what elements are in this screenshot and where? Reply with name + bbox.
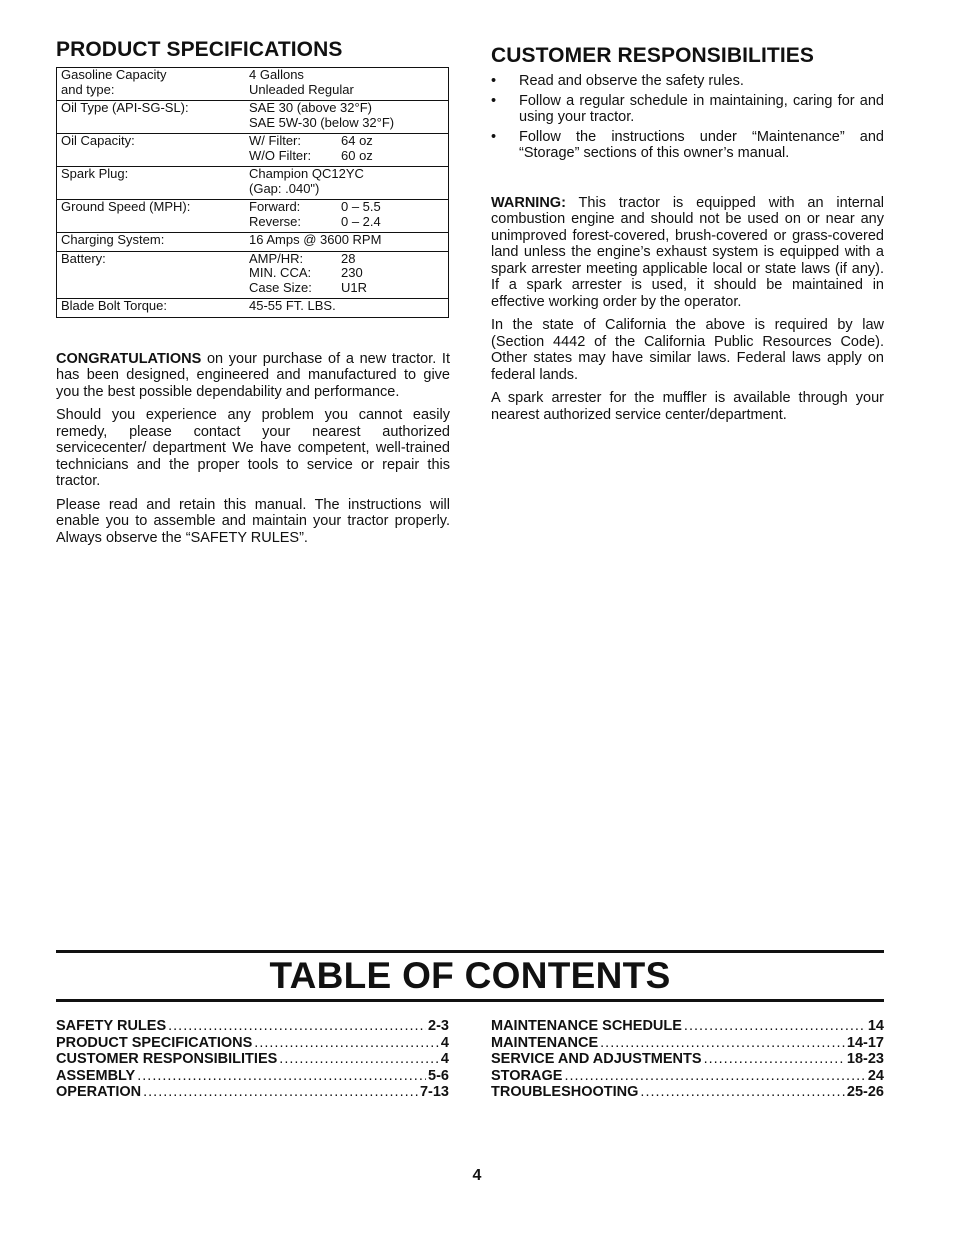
warning-section bbox=[491, 195, 884, 424]
toc-entry-label: ASSEMBLY bbox=[56, 1067, 136, 1084]
table-row bbox=[57, 101, 449, 134]
toc-entry[interactable] bbox=[491, 1084, 884, 1101]
toc-entry[interactable] bbox=[491, 1018, 884, 1035]
toc-entry-pages: 25-26 bbox=[846, 1084, 884, 1100]
spec-value: 4 Gallons Unleaded Regular bbox=[241, 68, 449, 101]
toc-entry-label: CUSTOMER RESPONSIBILITIES bbox=[56, 1051, 278, 1067]
right-column bbox=[491, 44, 884, 430]
toc-entry[interactable] bbox=[56, 1084, 449, 1101]
toc-leader-dots bbox=[279, 1051, 439, 1068]
toc-entry-label: OPERATION bbox=[56, 1084, 142, 1100]
toc-entry-pages: 18-23 bbox=[846, 1051, 884, 1067]
intro-section bbox=[56, 351, 450, 547]
list-item: • Follow a regular schedule in maintaining, caring for and using your tractor. bbox=[491, 92, 884, 125]
toc-entry[interactable] bbox=[56, 1035, 449, 1052]
toc-entry-pages: 2-3 bbox=[428, 1018, 449, 1034]
toc-top-rule bbox=[56, 950, 884, 953]
toc-leader-dots bbox=[137, 1068, 426, 1085]
customer-responsibilities-heading: CUSTOMER RESPONSIBILITIES bbox=[491, 44, 814, 67]
spec-value: SAE 30 (above 32°F) SAE 5W-30 (below 32°F) bbox=[241, 101, 449, 134]
bullet-icon: • bbox=[491, 92, 497, 109]
toc-entry[interactable] bbox=[491, 1051, 884, 1068]
spec-value: 45-55 FT. LBS. bbox=[241, 299, 449, 318]
retain-manual-paragraph: Please read and retain this manual. The instructions will enable you to assemble and maintain your tractor properly. Always observe the “SAFETY RULES”. bbox=[56, 496, 450, 546]
spec-value: Champion QC12YC (Gap: .040") bbox=[241, 167, 449, 200]
warning-paragraph bbox=[491, 195, 884, 311]
muffler-paragraph: A spark arrester for the muffler is available through your nearest authorized service center/department. bbox=[491, 390, 884, 423]
toc-leader-dots bbox=[143, 1084, 418, 1101]
toc-leader-dots bbox=[254, 1035, 439, 1052]
toc-entry-pages: 4 bbox=[440, 1051, 449, 1067]
toc-entry[interactable] bbox=[56, 1018, 449, 1035]
toc-leader-dots bbox=[684, 1018, 866, 1035]
toc-entry-pages: 5-6 bbox=[428, 1067, 449, 1084]
spec-value: Forward: 0 – 5.5 Reverse: 0 – 2.4 bbox=[241, 200, 449, 233]
warning-label: WARNING: bbox=[491, 194, 566, 211]
california-paragraph: In the state of California the above is required by law (Section 4442 of the California Public Resources Code). Other states may have similar laws. Federal laws apply on federal lands. bbox=[491, 317, 884, 383]
toc-leader-dots bbox=[704, 1051, 845, 1068]
toc-entry[interactable] bbox=[56, 1068, 449, 1085]
spec-value: AMP/HR: 28 MIN. CCA: 230 Case Size: U1R bbox=[241, 251, 449, 299]
table-row bbox=[57, 134, 449, 167]
table-row bbox=[57, 167, 449, 200]
toc-entry-label: TROUBLESHOOTING bbox=[491, 1084, 639, 1100]
spec-value: W/ Filter: 64 oz W/O Filter: 60 oz bbox=[241, 134, 449, 167]
warning-text: This tractor is equipped with an internal combustion engine and should not be used on or near any unimproved forest-covered, brush-covered or grass-covered land unless the engine’s exhaust system is equipped with a spark arrester meeting applicable local or state laws (if any). If a spark arrester is used, it should be maintained in effective working order by the operator. bbox=[491, 194, 884, 310]
toc-entry-label: SAFETY RULES bbox=[56, 1018, 167, 1034]
product-specs-heading: PRODUCT SPECIFICATIONS bbox=[56, 38, 343, 61]
table-row bbox=[57, 200, 449, 233]
list-item: • Read and observe the safety rules. bbox=[491, 73, 744, 89]
toc-bottom-rule bbox=[56, 999, 884, 1002]
responsibilities-list bbox=[491, 73, 884, 162]
toc-leader-dots bbox=[168, 1018, 426, 1035]
toc-entry-label: PRODUCT SPECIFICATIONS bbox=[56, 1034, 253, 1051]
congratulations-paragraph bbox=[56, 351, 450, 401]
toc-entry[interactable] bbox=[491, 1035, 884, 1052]
toc-entry-pages: 14 bbox=[867, 1018, 884, 1034]
page-number: 4 bbox=[472, 1167, 482, 1184]
toc-entry[interactable] bbox=[56, 1051, 449, 1068]
spec-label: Charging System: bbox=[57, 233, 242, 252]
spec-label: Spark Plug: bbox=[57, 167, 242, 200]
toc-entry-label: STORAGE bbox=[491, 1067, 563, 1084]
toc-entry-pages: 14-17 bbox=[846, 1034, 884, 1051]
spec-label: Blade Bolt Torque: bbox=[57, 299, 242, 318]
service-paragraph: Should you experience any problem you cannot easily remedy, please contact your nearest authorized servicecenter/ department We have competent, well-trained technicians and the proper tools to service or repair this tractor. bbox=[56, 407, 450, 489]
specs-table bbox=[56, 67, 449, 318]
toc-entry[interactable] bbox=[491, 1068, 884, 1085]
spec-label: Ground Speed (MPH): bbox=[57, 200, 242, 233]
congratulations-text: on your purchase of a new tractor. It has been designed, engineered and manufactured to give you the best possible dependability and performance. bbox=[56, 350, 450, 400]
spec-value: 16 Amps @ 3600 RPM bbox=[241, 233, 449, 252]
toc-entry-pages: 4 bbox=[440, 1034, 449, 1051]
toc-entry-label: MAINTENANCE bbox=[491, 1034, 599, 1051]
toc-entry-pages: 7-13 bbox=[419, 1084, 449, 1100]
toc-right-column bbox=[491, 1018, 884, 1101]
table-row bbox=[57, 251, 449, 299]
toc-entry-label: MAINTENANCE SCHEDULE bbox=[491, 1018, 682, 1034]
left-column bbox=[56, 38, 450, 553]
table-row bbox=[57, 233, 449, 252]
table-row bbox=[57, 68, 449, 101]
spec-label: Oil Capacity: bbox=[57, 134, 242, 167]
congratulations-label: CONGRATULATIONS bbox=[56, 350, 202, 367]
toc-leader-dots bbox=[564, 1068, 865, 1085]
toc-entry-label: SERVICE AND ADJUSTMENTS bbox=[491, 1051, 702, 1067]
bullet-icon: • bbox=[491, 128, 497, 145]
toc-left-column bbox=[56, 1018, 449, 1101]
toc-entry-pages: 24 bbox=[867, 1067, 884, 1084]
spec-label: Gasoline Capacity and type: bbox=[57, 68, 242, 101]
toc-leader-dots bbox=[600, 1035, 845, 1052]
list-item: • Follow the instructions under “Maintenance” and “Storage” sections of this owner’s manual. bbox=[491, 128, 884, 161]
toc-leader-dots bbox=[640, 1084, 844, 1101]
spec-label: Oil Type (API-SG-SL): bbox=[57, 101, 242, 134]
bullet-icon: • bbox=[491, 73, 497, 89]
spec-label: Battery: bbox=[57, 251, 242, 299]
toc-title: TABLE OF CONTENTS bbox=[269, 955, 671, 996]
table-row bbox=[57, 299, 449, 318]
